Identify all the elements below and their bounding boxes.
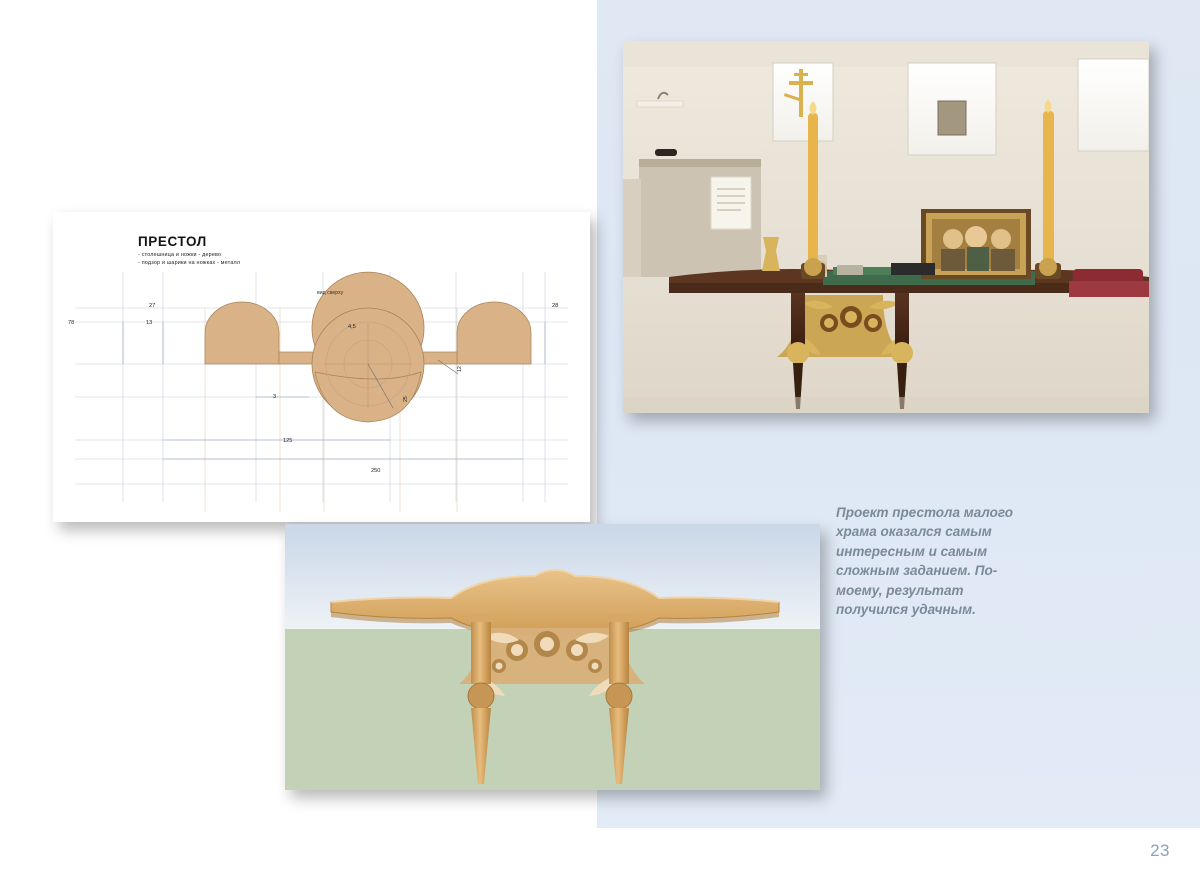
dimension-radius-12: 12 [457, 366, 463, 372]
drawing-subtitle-material-metal: - подзор и шарики на ножках - металл [138, 260, 241, 266]
drawing-title: ПРЕСТОЛ [138, 234, 207, 249]
dimension-28: 28 [552, 303, 559, 309]
dimension-27: 27 [149, 303, 156, 309]
drawing-subtitle-material-wood: - столешница и ножки - дерево [138, 252, 222, 258]
drawing-view-label: вид сверху [317, 290, 344, 296]
project-caption: Проект престола малого храма оказался самым интересным и самым сложным заданием. По-моему, результат получился удачным. [836, 505, 1013, 618]
technical-drawing-card [53, 212, 590, 522]
bottom-white-strip [0, 828, 1200, 877]
render-3d-card [285, 524, 820, 790]
dimension-78: 78 [68, 320, 75, 326]
dimension-125: 125 [283, 438, 293, 444]
dimension-radius-25: 25 [403, 396, 409, 402]
dimension-250: 250 [371, 468, 381, 474]
drawing-svg [53, 212, 590, 522]
technical-drawing-canvas [53, 212, 590, 522]
dimension-3: 3 [273, 394, 277, 400]
dimension-13: 13 [146, 320, 153, 326]
dimension-4-5: 4,5 [348, 324, 356, 330]
altar-3d-render [285, 524, 820, 790]
altar-photo-card [623, 41, 1149, 413]
altar-photo [623, 41, 1149, 413]
page-number: 23 [1150, 841, 1170, 860]
